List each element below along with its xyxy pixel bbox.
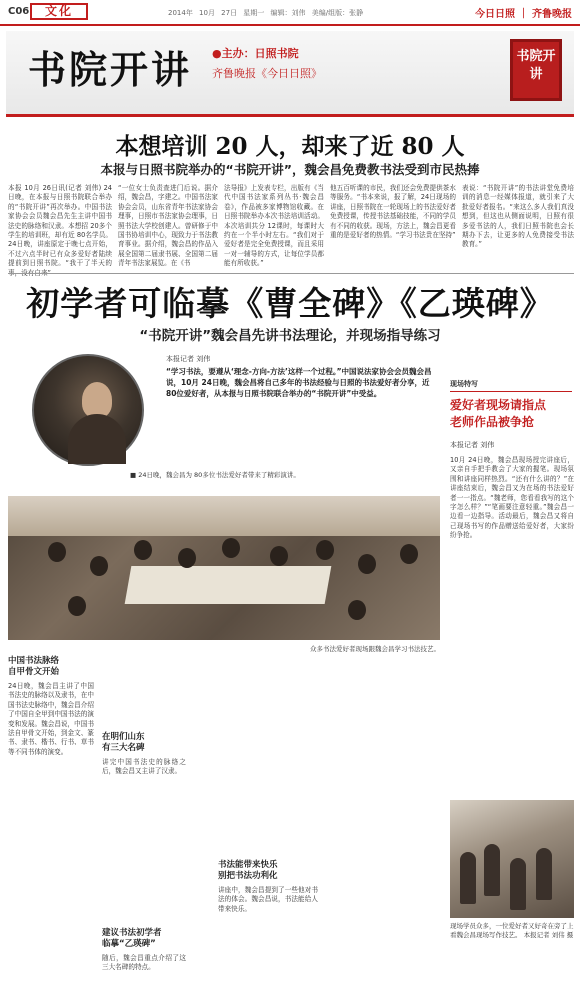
- photo-figure: [460, 852, 476, 904]
- story1-subhead: 本报与日照书院举办的“书院开讲”，魏会昌免费教书法受到市民热捧: [100, 162, 480, 177]
- section-a-text: 24日晚，魏会昌主讲了中国书法史的脉络以及隶书，在中国书法史脉络中，魏会昌介绍了中国自全甲到中国书法的演变和发展。魏会昌说，中国书法自甲骨文开始，到金文、篆书、隶书、楷书、行书、草书等不同书体的演变。: [8, 682, 94, 756]
- section-divider: [8, 273, 574, 274]
- story1-headline: 本想培训 20 人，却来了近 80 人: [115, 133, 465, 160]
- section-b-title: 在明们山东 有三大名碑: [102, 732, 145, 753]
- story1-column-3: 法导报》上发表专栏，出版有《当代中国书法家系列丛书·魏会昌卷》，作品被多家博物馆收藏。在日照书院举办本次书法培训活动。本次培训共分 12课时，每课时大约在一个半小时左右。“我们对于爱好者是完全免费授课，而且采用一对一辅导的方式，让每位学员都能有所收获。”: [224, 184, 324, 268]
- photo-person: [68, 596, 86, 616]
- photo-person: [48, 542, 66, 562]
- story2-byline: 本报记者 刘伟: [166, 355, 211, 363]
- issue-meta: 2014年 10月 27日 星期一 编辑：刘伟 美编/组版：张静: [168, 9, 364, 17]
- photo-table: [125, 566, 332, 604]
- sidebar-title: 爱好者现场请指点 老师作品被争抢: [450, 398, 547, 429]
- section-a-title: 中国书法脉络 自甲骨文开始: [8, 656, 60, 677]
- photo1-caption: ■ 24日晚，魏会昌为 80多位书法爱好者带来了精彩演讲。: [130, 471, 300, 479]
- photo-person: [270, 546, 288, 566]
- column-title: 书院开讲: [28, 47, 193, 92]
- calligraphy-seal: 书院开讲: [510, 39, 562, 101]
- photo-figure: [536, 848, 552, 900]
- header-divider: [0, 24, 580, 26]
- sidebar-photo-caption: 现场学员众多，一位爱好者又好奇在旁了上看魏会昌现场写作技艺。 本报记者 刘伟 摄: [450, 922, 574, 939]
- page-code: C06: [8, 6, 30, 17]
- story2-headline: 初学者可临摹《曹全碑》《乙瑛碑》: [26, 284, 554, 323]
- story1-column-2: “一位女士负责查进门后说。据介绍，魏会昌，字建之。中国书法家协会会员，山东省青年书法家协会理事，日照市书法家协会理事，日照书法大学校创建人。曾研修于中国书协培训中心，现致力于书法教育事业。据介绍，魏会昌的作品入展全国第二届隶书展、全国第二届青年书法家展览。在《书: [118, 184, 218, 268]
- photo-person: [134, 540, 152, 560]
- photo2-caption: 众多书法爱好者现场跟魏会昌学习书法技艺。: [310, 645, 440, 653]
- section-c-title: 建议书法初学者 临摹“乙瑛碑”: [102, 928, 162, 949]
- co-host-line: 齐鲁晚报《今日日照》: [212, 67, 322, 80]
- section-d-text: 讲座中，魏会昌提到了一些他对书法的体会。魏会昌说，书法能给人带来快乐。: [218, 886, 318, 913]
- sidebar-label: 现场特写: [450, 379, 572, 392]
- story2-lead: “学习书法，要遵从‘理念-方向-方法’这样一个过程。”中国说法家协会会员魏会昌说，10月 24日晚，魏会昌将自己多年的书法经验与日照的书法爱好者分享，近 80位爱好者，从本报与日照书院联合举办的“书院开讲”中受益。: [166, 367, 432, 398]
- photo-person: [400, 544, 418, 564]
- sidebar-byline: 本报记者 刘伟: [450, 441, 495, 449]
- sidebar-photo: [450, 800, 574, 918]
- story1-column-5: 表说：“书院开讲”的书法讲堂免费培训的消息一经媒体报道，就引来了大批爱好者报名。“来这么多人我们真没想到，但这也从侧面说明，日照有很多爱书法的人，我们日照书院也会长期办下去，让更多的人免费接受书法教育。”: [462, 184, 574, 249]
- story1-column-1: 本报 10月 26日讯(记者 刘伟) 24日晚，在本报与日照书院联合举办的“书院开讲”再次举办。中国书法家协会会员魏会昌先生主讲中国书法史的脉络和汉隶。本想招 20多个学生的培训班，却有近 80名学员。24日晚，讲座原定于晚七点开始，不过六点半时已有众多爱好者陆续提前到日照书院。“我干了半天的: [8, 184, 112, 268]
- photo-person: [222, 538, 240, 558]
- photo-figure: [510, 858, 526, 910]
- section-badge: 文化: [30, 3, 88, 20]
- host-line: ●主办：日照书院: [212, 47, 299, 60]
- speaker-portrait: [32, 354, 144, 466]
- section-c-text: 随后，魏会昌重点介绍了这三大名碑的特点。: [102, 954, 186, 972]
- section-b-text: 讲完中国书法史的脉络之后，魏会昌又主讲了汉隶。: [102, 758, 186, 776]
- photo-figure: [484, 844, 500, 896]
- workshop-photo: [8, 496, 440, 640]
- story1-column-4: 他五百听课的市民，我们还会免费提供茶水等服务。“书本来说，报了解，24日现场的讲座，日照书院在一轮现场上的书法爱好者免费授课，传授书法基础技能，不同的学员有不同的收获。现场，方法上，魏会昌更看重的是爱好者的热情。“学习书法贵在坚持”: [330, 184, 456, 240]
- story2-subhead: “书院开讲”魏会昌先讲书法理论，并现场指导练习: [139, 328, 441, 344]
- speaker-body: [68, 414, 126, 464]
- photo-person: [348, 600, 366, 620]
- brand-logo: 今日日照 ｜ 齐鲁晚报: [475, 9, 572, 20]
- column-banner: [6, 31, 574, 117]
- photo-wall: [8, 496, 440, 536]
- photo-person: [358, 554, 376, 574]
- photo-person: [178, 548, 196, 568]
- section-d-title: 书法能带来快乐 别把书法功利化: [218, 860, 278, 881]
- photo-person: [316, 540, 334, 560]
- speaker-head: [82, 382, 112, 418]
- sidebar-text: 10月 24日晚，魏会昌现场授完讲座后，又亲自手把手教会了大家的握笔。现场氛围和讲座同样热烈。“还有什么讲的？”在讲座结束后，魏会昌又为在场的书法爱好者一一指点。“魏老师，您看看我写的这个字怎么样？”“笔画要注意轻重。”魏会昌一边看一边指导。活动最后，魏会昌又将自己现场书写的作品赠送给爱好者，大家纷纷争抢。: [450, 456, 574, 540]
- photo-person: [90, 556, 108, 576]
